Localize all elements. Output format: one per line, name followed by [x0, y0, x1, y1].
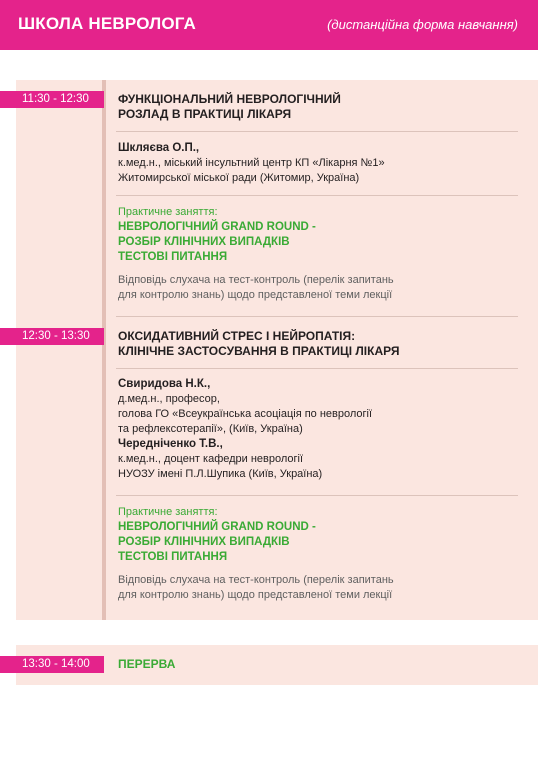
speaker-info: Свиридова Н.К., д.мед.н., професор, голова ГО «Всеукраїнська асоціація по неврології та рефлексотерапії», (Київ, Україна) Чередніченко Т.В., к.мед.н., доцент кафедри неврології НУОЗУ імені П.Л.Шупика (Київ, Україна)	[118, 378, 373, 480]
session-time: 11:30 - 12:30	[0, 91, 104, 108]
divider	[116, 195, 518, 196]
speaker-name: Чередніченко Т.В.,	[118, 438, 223, 450]
practice-label: Практичне заняття:	[118, 506, 218, 518]
session-time: 12:30 - 13:30	[0, 328, 104, 345]
speaker-info: Шкляєва О.П., к.мед.н., міський інсультний центр КП «Лікарня №1» Житомирської міської ради (Житомир, Україна)	[118, 142, 385, 184]
divider	[116, 495, 518, 496]
speaker-name: Шкляєва О.П.,	[118, 142, 200, 154]
session-note: Відповідь слухача на тест-контроль (перелік запитань для контролю знань) щодо представленої теми лекції	[118, 274, 394, 301]
practice-block: Практичне заняття: НЕВРОЛОГІЧНИЙ GRAND ROUND - РОЗБІР КЛІНІЧНИХ ВИПАДКІВ ТЕСТОВІ ПИТАННЯ	[118, 206, 316, 263]
break-time: 13:30 - 14:00	[0, 656, 104, 673]
practice-label: Практичне заняття:	[118, 206, 218, 218]
page-title: ШКОЛА НЕВРОЛОГА	[18, 14, 196, 33]
session-note: Відповідь слухача на тест-контроль (перелік запитань для контролю знань) щодо представленої теми лекції	[118, 574, 394, 601]
timeline-rule	[102, 80, 106, 620]
practice-block: Практичне заняття: НЕВРОЛОГІЧНИЙ GRAND ROUND - РОЗБІР КЛІНІЧНИХ ВИПАДКІВ ТЕСТОВІ ПИТАННЯ	[118, 506, 316, 563]
page-subtitle: (дистанційна форма навчання)	[327, 17, 518, 32]
divider	[116, 131, 518, 132]
divider	[116, 316, 518, 317]
session-title: ОКСИДАТИВНИЙ СТРЕС І НЕЙРОПАТІЯ: КЛІНІЧНЕ ЗАСТОСУВАННЯ В ПРАКТИЦІ ЛІКАРЯ	[118, 329, 400, 358]
speaker-name: Свиридова Н.К.,	[118, 378, 211, 390]
session-title: ФУНКЦІОНАЛЬНИЙ НЕВРОЛОГІЧНИЙ РОЗЛАД В ПРАКТИЦІ ЛІКАРЯ	[118, 92, 341, 121]
header-bar	[0, 0, 538, 50]
break-label: ПЕРЕРВА	[118, 657, 176, 671]
divider	[116, 368, 518, 369]
